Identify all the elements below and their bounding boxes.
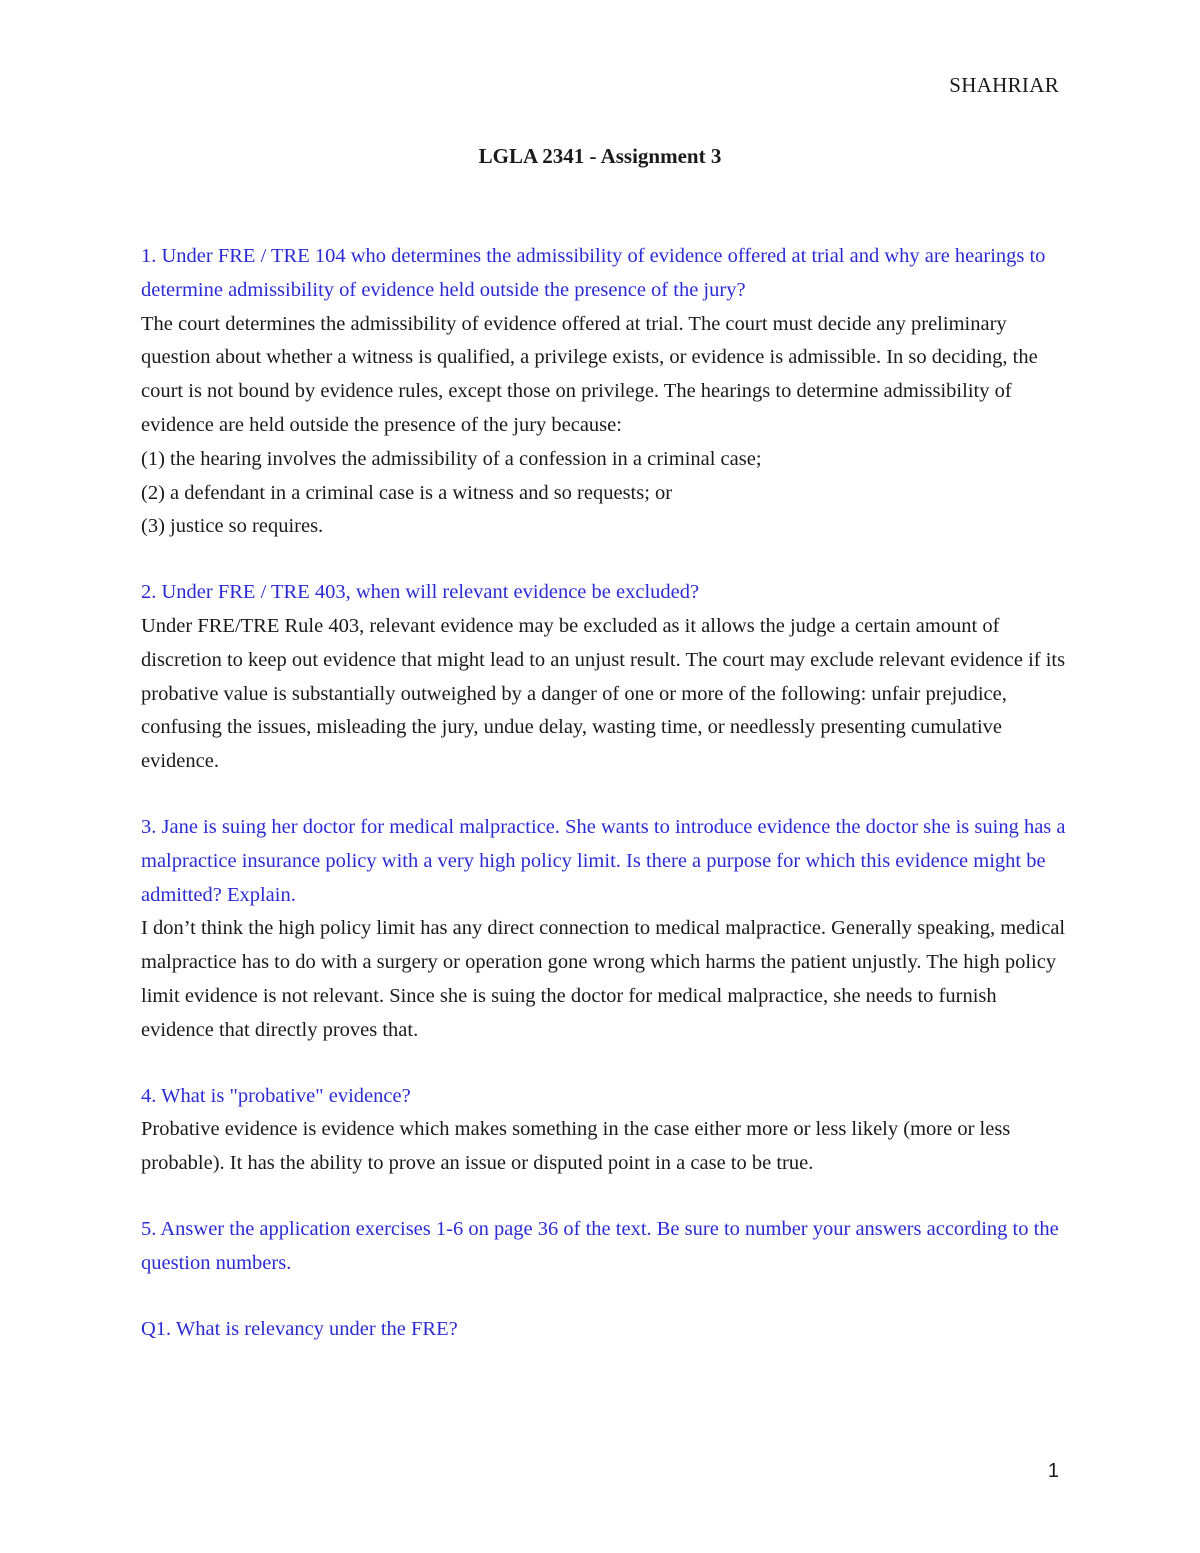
answer-1-item-2: (2) a defendant in a criminal case is a witness and so requests; or [141, 481, 673, 504]
page-number: 1 [1047, 1460, 1059, 1482]
answer-1-item-1: (1) the hearing involves the admissibility of a confession in a criminal case; [141, 447, 762, 470]
spacer [141, 779, 1066, 811]
author-header: SHAHRIAR [949, 73, 1059, 97]
question-q1: Q1. What is relevancy under the FRE? [141, 1317, 458, 1340]
question-1: 1. Under FRE / TRE 104 who determines the admissibility of evidence offered at trial and why are hearings to determine admissibility of evidence held outside the presence of the jury? [141, 245, 1046, 301]
question-4: 4. What is "probative" evidence? [141, 1084, 411, 1107]
spacer [141, 1181, 1066, 1213]
question-2: 2. Under FRE / TRE 403, when will relevant evidence be excluded? [141, 581, 700, 604]
answer-1-paragraph: The court determines the admissibility of evidence offered at trial. The court must decide any preliminary question about whether a witness is qualified, a privilege exists, or evidence is admissible. In so deciding, the court is not bound by evidence rules, except those on privilege. The hearings to determine admissibility of evidence are held outside the presence of the jury because: [141, 312, 1038, 436]
document-body [141, 240, 1066, 1346]
question-5: 5. Answer the application exercises 1-6 on page 36 of the text. Be sure to number your answers according to the question numbers. [141, 1217, 1059, 1274]
answer-3: I don’t think the high policy limit has any direct connection to medical malpractice. Generally speaking, medical malpractice has to do with a surgery or operation gone wrong which harms the patient unjustly. The high policy limit evidence is not relevant. Since she is suing the doctor for medical malpractice, she needs to furnish evidence that directly proves that. [141, 917, 1066, 1041]
document-title: LGLA 2341 - Assignment 3 [478, 144, 722, 168]
spacer [141, 1281, 1066, 1313]
spacer [141, 1048, 1066, 1080]
answer-1-item-3: (3) justice so requires. [141, 515, 324, 538]
spacer [141, 544, 1066, 576]
answer-2: Under FRE/TRE Rule 403, relevant evidence may be excluded as it allows the judge a certain amount of discretion to keep out evidence that might lead to an unjust result. The court may exclude relevant evidence if its probative value is substantially outweighed by a danger of one or more of the following: unfair prejudice, confusing the issues, misleading the jury, undue delay, wasting time, or needlessly presenting cumulative evidence. [141, 614, 1066, 773]
answer-4: Probative evidence is evidence which makes something in the case either more or less likely (more or less probable). It has the ability to prove an issue or disputed point in a case to be true. [141, 1118, 1011, 1175]
question-3: 3. Jane is suing her doctor for medical malpractice. She wants to introduce evidence the doctor she is suing has a malpractice insurance policy with a very high policy limit. Is there a purpose for which this evidence might be admitted? Explain. [141, 815, 1066, 906]
